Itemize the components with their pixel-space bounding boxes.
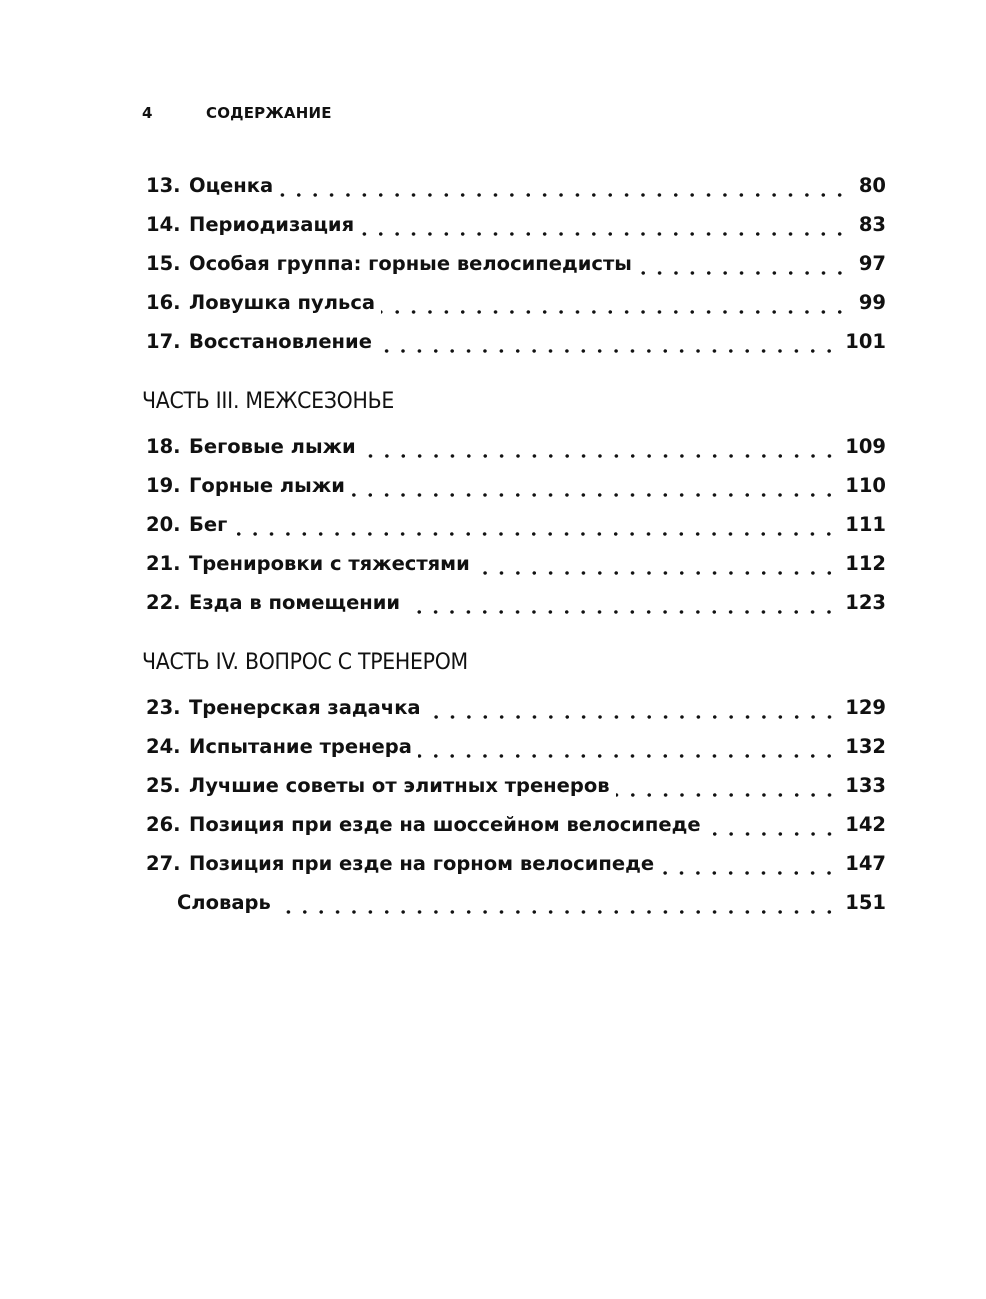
chapter-title: Позиция при езде на горном велосипеде (189, 852, 655, 875)
dot-leader (279, 166, 848, 205)
chapter-title: Горные лыжи (189, 474, 345, 497)
chapter-title: Позиция при езде на шоссейном велосипеде (189, 813, 701, 836)
chapter-title: Ловушка пульса (189, 291, 376, 314)
toc-entry[interactable] (146, 205, 886, 244)
chapter-number: 13. (146, 174, 181, 197)
chapter-title: Тренировки с тяжестями (189, 552, 470, 575)
toc-entry[interactable] (146, 166, 886, 205)
chapter-title: Испытание тренера (189, 735, 412, 758)
dot-leader (378, 322, 837, 361)
part-heading: ЧАСТЬ III. МЕЖСЕЗОНЬЕ (142, 389, 395, 414)
toc-entry[interactable] (146, 766, 886, 805)
dot-leader (362, 427, 838, 466)
chapter-number: 20. (146, 513, 181, 536)
page-number: 4 (142, 104, 153, 122)
chapter-page-number: 151 (845, 891, 886, 914)
table-of-contents (142, 166, 886, 922)
chapter-page-number: 99 (858, 291, 886, 314)
chapter-title: Восстановление (189, 330, 372, 353)
dot-leader (381, 283, 848, 322)
dot-leader (707, 805, 838, 844)
toc-entry[interactable] (146, 427, 886, 466)
dot-leader (638, 244, 848, 283)
chapter-number: 25. (146, 774, 181, 797)
chapter-title: Беговые лыжи (189, 435, 356, 458)
toc-entry[interactable] (146, 805, 886, 844)
chapter-page-number: 101 (845, 330, 886, 353)
chapter-page-number: 80 (858, 174, 886, 197)
chapter-number: 16. (146, 291, 181, 314)
chapter-page-number: 112 (845, 552, 886, 575)
chapter-title: Лучшие советы от элитных тренеров (189, 774, 610, 797)
toc-section (142, 382, 886, 622)
dot-leader (351, 466, 837, 505)
toc-section (142, 643, 886, 922)
toc-entry[interactable] (146, 283, 886, 322)
chapter-page-number: 111 (845, 513, 886, 536)
chapter-number: 26. (146, 813, 181, 836)
toc-entry[interactable] (146, 466, 886, 505)
toc-entry[interactable] (146, 844, 886, 883)
chapter-page-number: 109 (845, 435, 886, 458)
chapter-number: 18. (146, 435, 181, 458)
chapter-title: Бег (189, 513, 228, 536)
chapter-title: Тренерская задачка (189, 696, 421, 719)
chapter-number: 21. (146, 552, 181, 575)
dot-leader (233, 505, 837, 544)
chapter-number: 23. (146, 696, 181, 719)
toc-entry[interactable] (146, 583, 886, 622)
chapter-page-number: 133 (845, 774, 886, 797)
toc-entry[interactable] (146, 322, 886, 361)
chapter-title: Периодизация (189, 213, 355, 236)
page-header (142, 101, 332, 125)
chapter-page-number: 132 (845, 735, 886, 758)
chapter-number: 14. (146, 213, 181, 236)
toc-entry[interactable] (146, 244, 886, 283)
page-title: СОДЕРЖАНИЕ (206, 104, 332, 122)
chapter-number: 22. (146, 591, 181, 614)
toc-section (146, 166, 886, 361)
chapter-page-number: 129 (845, 696, 886, 719)
toc-entry[interactable] (146, 883, 886, 922)
dot-leader (406, 583, 837, 622)
chapter-title: Оценка (189, 174, 274, 197)
chapter-title: Словарь (177, 891, 271, 914)
chapter-page-number: 97 (858, 252, 886, 275)
dot-leader (277, 883, 838, 922)
chapter-number: 17. (146, 330, 181, 353)
chapter-title: Особая группа: горные велосипедисты (189, 252, 632, 275)
dot-leader (427, 688, 838, 727)
dot-leader (418, 727, 837, 766)
toc-entry[interactable] (146, 688, 886, 727)
chapter-page-number: 142 (845, 813, 886, 836)
toc-entry[interactable] (146, 727, 886, 766)
dot-leader (476, 544, 837, 583)
dot-leader (616, 766, 838, 805)
chapter-page-number: 83 (858, 213, 886, 236)
chapter-number: 15. (146, 252, 181, 275)
chapter-page-number: 110 (845, 474, 886, 497)
toc-entry[interactable] (146, 505, 886, 544)
chapter-title: Езда в помещении (189, 591, 401, 614)
toc-entry[interactable] (146, 544, 886, 583)
chapter-page-number: 147 (845, 852, 886, 875)
dot-leader (360, 205, 848, 244)
dot-leader (660, 844, 837, 883)
chapter-page-number: 123 (845, 591, 886, 614)
part-heading: ЧАСТЬ IV. ВОПРОС С ТРЕНЕРОМ (142, 650, 468, 675)
chapter-number: 27. (146, 852, 181, 875)
chapter-number: 24. (146, 735, 181, 758)
chapter-number: 19. (146, 474, 181, 497)
